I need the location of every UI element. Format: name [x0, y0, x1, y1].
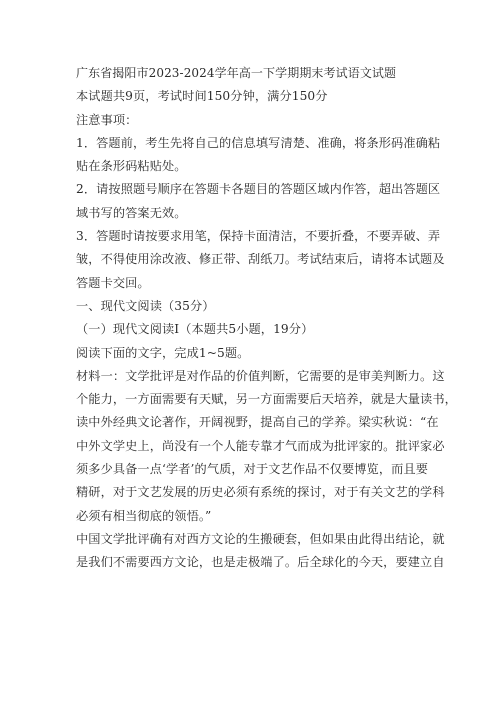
document-title: 广东省揭阳市2023-2024学年高一下学期期末考试语文试题 — [76, 66, 397, 80]
notice-item-line: 贴在条形码粘贴处。 — [76, 159, 187, 174]
exam-info-line: 本试题共9页，考试时间150分钟，满分150分 — [76, 89, 328, 104]
paragraph-line: 读中外经典文论著作，开阔视野，提高自己的学养。梁实秋说：“在 — [76, 415, 439, 430]
notice-item-line: 3．答题时请按要求用笔，保持卡面清洁，不要折叠，不要弄破、弄 — [76, 229, 441, 244]
paragraph-line: 是我们不需要西方文论，也是走极端了。后全球化的今天，要建立自 — [76, 555, 445, 570]
paragraph-line: 个能力，一方面需要有天赋，另一方面需要后天培养，就是大量读书， — [76, 392, 457, 407]
notice-item-line: 2．请按照题号顺序在答题卡各题目的答题区域内作答，超出答题区 — [76, 182, 441, 197]
paragraph-line: 中国文学批评确有对西方文论的生搬硬套，但如果由此得出结论，就 — [76, 531, 445, 546]
notice-item-line: 答题卡交回。 — [76, 275, 150, 290]
notice-item-line: 1．答题前，考生先将自己的信息填写清楚、准确，将条形码准确粘 — [76, 135, 441, 150]
notice-item-line: 域书写的答案无效。 — [76, 205, 187, 220]
section-heading: 一、现代文阅读（35分） — [76, 298, 215, 313]
paragraph-line: 中外文学史上，尚没有一个人能专靠才气而成为批评家的。批评家必 — [76, 438, 445, 453]
instruction-line: 阅读下面的文字，完成1~5题。 — [76, 345, 250, 360]
notice-heading: 注意事项： — [76, 112, 138, 127]
paragraph-line: 精研，对于文艺发展的历史必须有系统的探讨，对于有关文艺的学科 — [76, 485, 445, 500]
subsection-heading: （一）现代文阅读I（本题共5小题，19分） — [76, 322, 314, 337]
paragraph-line: 须多少具备一点‘学者’的气质，对于文艺作品不仅要博览，而且要 — [76, 462, 428, 477]
document-page — [76, 62, 457, 575]
notice-item-line: 皱，不得使用涂改液、修正带、刮纸刀。考试结束后，请将本试题及 — [76, 252, 445, 267]
paragraph-line: 材料一：文学批评是对作品的价值判断，它需要的是审美判断力。这 — [76, 368, 445, 383]
paragraph-line: 必须有相当彻底的领悟。” — [76, 508, 212, 523]
